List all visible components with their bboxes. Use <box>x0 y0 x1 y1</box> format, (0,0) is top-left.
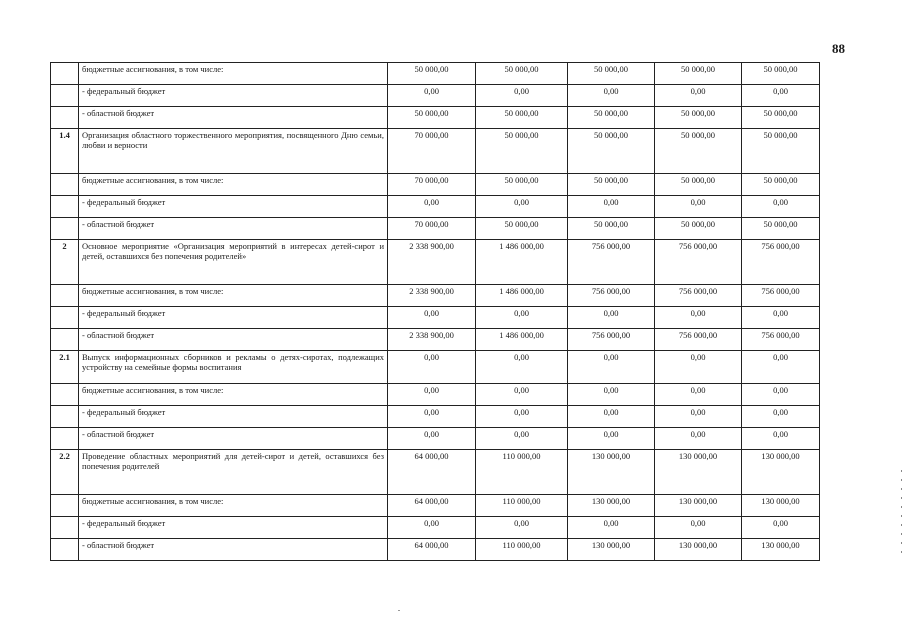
row-number <box>51 428 79 450</box>
year-value-1: 2 338 900,00 <box>388 329 476 351</box>
table-row <box>51 107 820 129</box>
year-value-2: 0,00 <box>476 428 568 450</box>
year-value-1: 70 000,00 <box>388 129 476 174</box>
year-value-3: 0,00 <box>568 85 655 107</box>
scan-marks <box>900 470 903 560</box>
year-value-2: 1 486 000,00 <box>476 285 568 307</box>
page-number: 88 <box>832 41 845 56</box>
year-value-5: 756 000,00 <box>742 240 820 285</box>
year-value-1: 0,00 <box>388 351 476 384</box>
year-value-5: 130 000,00 <box>742 495 820 517</box>
row-number: 2.1 <box>51 351 79 384</box>
year-value-3: 0,00 <box>568 406 655 428</box>
year-value-4: 0,00 <box>655 428 742 450</box>
row-number <box>51 174 79 196</box>
row-number <box>51 495 79 517</box>
year-value-1: 0,00 <box>388 406 476 428</box>
year-value-5: 50 000,00 <box>742 63 820 85</box>
row-number <box>51 384 79 406</box>
year-value-4: 50 000,00 <box>655 107 742 129</box>
table-row <box>51 384 820 406</box>
row-number: 2.2 <box>51 450 79 495</box>
year-value-5: 0,00 <box>742 85 820 107</box>
year-value-4: 0,00 <box>655 307 742 329</box>
table-row-activity <box>51 129 820 174</box>
row-description: - федеральный бюджет <box>79 517 388 539</box>
year-value-2: 1 486 000,00 <box>476 240 568 285</box>
year-value-2: 0,00 <box>476 517 568 539</box>
year-value-4: 0,00 <box>655 406 742 428</box>
table-row <box>51 63 820 85</box>
year-value-2: 50 000,00 <box>476 63 568 85</box>
row-description: - федеральный бюджет <box>79 85 388 107</box>
year-value-5: 130 000,00 <box>742 450 820 495</box>
year-value-1: 0,00 <box>388 384 476 406</box>
year-value-2: 110 000,00 <box>476 539 568 561</box>
budget-table <box>50 62 820 561</box>
year-value-3: 0,00 <box>568 384 655 406</box>
year-value-3: 756 000,00 <box>568 240 655 285</box>
year-value-3: 0,00 <box>568 196 655 218</box>
year-value-2: 0,00 <box>476 307 568 329</box>
year-value-2: 0,00 <box>476 85 568 107</box>
year-value-1: 0,00 <box>388 428 476 450</box>
row-number: 2 <box>51 240 79 285</box>
year-value-1: 64 000,00 <box>388 539 476 561</box>
year-value-4: 756 000,00 <box>655 285 742 307</box>
row-description: бюджетные ассигнования, в том числе: <box>79 384 388 406</box>
row-description: - федеральный бюджет <box>79 196 388 218</box>
year-value-3: 756 000,00 <box>568 285 655 307</box>
row-description: - областной бюджет <box>79 539 388 561</box>
table-row <box>51 285 820 307</box>
year-value-4: 0,00 <box>655 384 742 406</box>
row-number <box>51 85 79 107</box>
year-value-1: 70 000,00 <box>388 174 476 196</box>
year-value-3: 130 000,00 <box>568 450 655 495</box>
year-value-5: 0,00 <box>742 428 820 450</box>
row-description: - федеральный бюджет <box>79 307 388 329</box>
year-value-4: 756 000,00 <box>655 240 742 285</box>
table-row <box>51 428 820 450</box>
table-row-activity <box>51 450 820 495</box>
year-value-4: 0,00 <box>655 196 742 218</box>
year-value-3: 0,00 <box>568 517 655 539</box>
scan-mark <box>398 610 400 611</box>
year-value-3: 0,00 <box>568 307 655 329</box>
year-value-4: 130 000,00 <box>655 539 742 561</box>
year-value-1: 64 000,00 <box>388 495 476 517</box>
table-row <box>51 495 820 517</box>
year-value-3: 130 000,00 <box>568 539 655 561</box>
year-value-3: 0,00 <box>568 428 655 450</box>
year-value-5: 50 000,00 <box>742 218 820 240</box>
row-number <box>51 107 79 129</box>
year-value-5: 756 000,00 <box>742 285 820 307</box>
year-value-4: 0,00 <box>655 351 742 384</box>
year-value-4: 756 000,00 <box>655 329 742 351</box>
year-value-3: 756 000,00 <box>568 329 655 351</box>
row-number: 1.4 <box>51 129 79 174</box>
year-value-4: 50 000,00 <box>655 129 742 174</box>
row-description: бюджетные ассигнования, в том числе: <box>79 285 388 307</box>
row-description: Выпуск информационных сборников и рекламы о детях-сиротах, подлежащих устройству на семейные формы воспитания <box>79 351 388 384</box>
table-row <box>51 174 820 196</box>
table-row <box>51 539 820 561</box>
row-description: бюджетные ассигнования, в том числе: <box>79 174 388 196</box>
year-value-1: 50 000,00 <box>388 107 476 129</box>
row-description: бюджетные ассигнования, в том числе: <box>79 63 388 85</box>
year-value-1: 2 338 900,00 <box>388 240 476 285</box>
row-number <box>51 285 79 307</box>
row-description: - областной бюджет <box>79 107 388 129</box>
year-value-4: 50 000,00 <box>655 63 742 85</box>
year-value-1: 0,00 <box>388 196 476 218</box>
row-number <box>51 196 79 218</box>
year-value-3: 130 000,00 <box>568 495 655 517</box>
row-description: - областной бюджет <box>79 329 388 351</box>
table-row-activity <box>51 240 820 285</box>
year-value-4: 0,00 <box>655 517 742 539</box>
year-value-1: 70 000,00 <box>388 218 476 240</box>
table-row <box>51 406 820 428</box>
row-description: Организация областного торжественного мероприятия, посвященного Дню семьи, любви и верности <box>79 129 388 174</box>
year-value-3: 50 000,00 <box>568 63 655 85</box>
year-value-4: 130 000,00 <box>655 450 742 495</box>
year-value-2: 50 000,00 <box>476 174 568 196</box>
year-value-1: 0,00 <box>388 307 476 329</box>
year-value-2: 0,00 <box>476 406 568 428</box>
year-value-2: 0,00 <box>476 384 568 406</box>
year-value-4: 50 000,00 <box>655 218 742 240</box>
year-value-2: 110 000,00 <box>476 450 568 495</box>
year-value-5: 0,00 <box>742 406 820 428</box>
year-value-2: 1 486 000,00 <box>476 329 568 351</box>
table-row <box>51 329 820 351</box>
year-value-3: 50 000,00 <box>568 129 655 174</box>
table-row <box>51 196 820 218</box>
table-row <box>51 218 820 240</box>
row-number <box>51 406 79 428</box>
year-value-3: 50 000,00 <box>568 107 655 129</box>
year-value-2: 110 000,00 <box>476 495 568 517</box>
year-value-3: 50 000,00 <box>568 218 655 240</box>
table-row-activity <box>51 351 820 384</box>
year-value-5: 0,00 <box>742 307 820 329</box>
row-number <box>51 329 79 351</box>
year-value-3: 0,00 <box>568 351 655 384</box>
year-value-2: 50 000,00 <box>476 218 568 240</box>
row-number <box>51 218 79 240</box>
year-value-2: 0,00 <box>476 196 568 218</box>
year-value-1: 0,00 <box>388 517 476 539</box>
year-value-1: 2 338 900,00 <box>388 285 476 307</box>
year-value-2: 50 000,00 <box>476 107 568 129</box>
year-value-1: 50 000,00 <box>388 63 476 85</box>
year-value-3: 50 000,00 <box>568 174 655 196</box>
table-row <box>51 517 820 539</box>
row-number <box>51 539 79 561</box>
row-description: - областной бюджет <box>79 428 388 450</box>
year-value-5: 130 000,00 <box>742 539 820 561</box>
year-value-1: 64 000,00 <box>388 450 476 495</box>
table-row <box>51 307 820 329</box>
row-number <box>51 307 79 329</box>
year-value-5: 50 000,00 <box>742 174 820 196</box>
row-description: Проведение областных мероприятий для детей-сирот и детей, оставшихся без попечения родителей <box>79 450 388 495</box>
row-number <box>51 63 79 85</box>
year-value-1: 0,00 <box>388 85 476 107</box>
year-value-5: 0,00 <box>742 351 820 384</box>
table-row <box>51 85 820 107</box>
row-description: бюджетные ассигнования, в том числе: <box>79 495 388 517</box>
year-value-5: 0,00 <box>742 517 820 539</box>
year-value-5: 756 000,00 <box>742 329 820 351</box>
year-value-2: 50 000,00 <box>476 129 568 174</box>
year-value-5: 0,00 <box>742 384 820 406</box>
year-value-5: 0,00 <box>742 196 820 218</box>
row-number <box>51 517 79 539</box>
year-value-4: 0,00 <box>655 85 742 107</box>
row-description: - областной бюджет <box>79 218 388 240</box>
year-value-5: 50 000,00 <box>742 129 820 174</box>
year-value-4: 130 000,00 <box>655 495 742 517</box>
year-value-2: 0,00 <box>476 351 568 384</box>
year-value-4: 50 000,00 <box>655 174 742 196</box>
year-value-5: 50 000,00 <box>742 107 820 129</box>
row-description: Основное мероприятие «Организация мероприятий в интересах детей-сирот и детей, оставшихся без попечения родителей» <box>79 240 388 285</box>
row-description: - федеральный бюджет <box>79 406 388 428</box>
